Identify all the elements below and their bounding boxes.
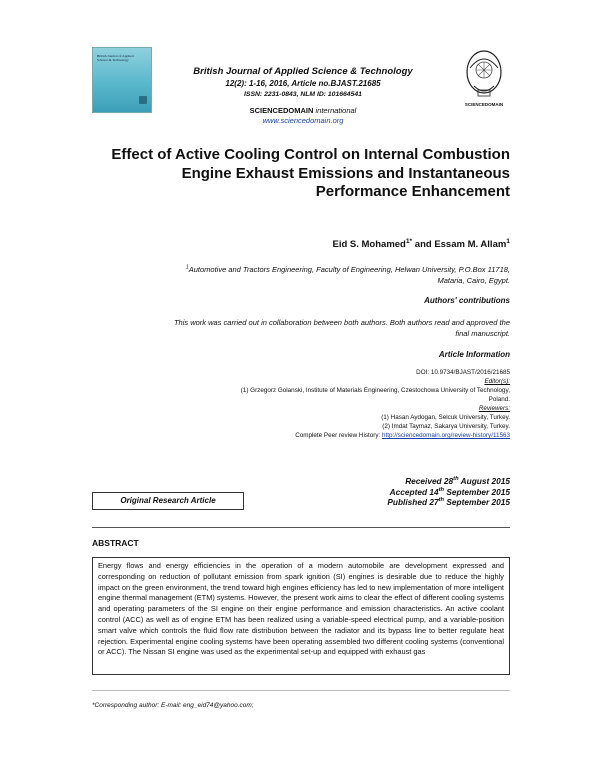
doi: DOI: 10.9734/BJAST/2016/21685 bbox=[416, 369, 510, 376]
abstract-box bbox=[92, 557, 510, 675]
publisher-logo bbox=[456, 46, 512, 110]
cover-title: British Journal of Applied Science & Technology bbox=[97, 54, 134, 62]
journal-name: British Journal of Applied Science & Technology bbox=[193, 66, 413, 77]
publisher-logo-icon bbox=[456, 46, 512, 110]
reviewer-1: (1) Hasan Aydogan, Selcuk University, Turkey. bbox=[381, 414, 510, 421]
journal-cover-image bbox=[92, 47, 152, 113]
contributions-line-1: This work was carried out in collaboration between both authors. Both authors read and approved the bbox=[173, 318, 510, 327]
reviewer-2: (2) Imdat Taymaz, Sakarya University, Turkey. bbox=[382, 423, 510, 430]
editors-label: Editor(s): bbox=[484, 378, 510, 385]
author-2: Essam M. Allam bbox=[434, 239, 507, 250]
article-type-badge: Original Research Article bbox=[92, 492, 244, 510]
review-history-label: Complete Peer review History: bbox=[295, 432, 382, 439]
affiliation-line-2: Mataria, Cairo, Egypt. bbox=[437, 276, 510, 285]
corresponding-author-footnote: *Corresponding author: E-mail: eng_eid74@yahoo.com; bbox=[92, 702, 254, 709]
published-date: Published 27th September 2015 bbox=[387, 497, 510, 507]
author-1: Eid S. Mohamed bbox=[332, 239, 406, 250]
article-info-block bbox=[150, 368, 510, 440]
footnote-rule bbox=[92, 690, 510, 691]
author-1-sup: 1* bbox=[405, 237, 413, 245]
publisher-line bbox=[168, 106, 438, 115]
cover-emblem bbox=[139, 96, 147, 104]
accepted-date: Accepted 14th September 2015 bbox=[389, 486, 510, 497]
journal-issn: ISSN: 2231-0843, NLM ID: 101664541 bbox=[244, 91, 362, 98]
author-and: and bbox=[412, 239, 435, 250]
publisher-name: SCIENCEDOMAIN bbox=[249, 106, 314, 115]
contributions-text bbox=[92, 317, 510, 339]
contributions-heading: Authors' contributions bbox=[424, 296, 510, 305]
abstract-heading: ABSTRACT bbox=[92, 538, 139, 548]
abstract-text: Energy flows and energy efficiencies in the operation of a modern automobile are development expressed and corresponding on reduction of pollutant emission from spark ignition (SI) engines is desirable due to reduce the highly impact on the green environment, the trend toward high engines efficiency has led to new implementation of more intelligent engine thermal management (ETM) systems. However, the present work aims to clear the effect of different cooling systems and operating parameters of the SI engine on their engine performance and emission characteristics. An active coolant control (ACC) as well as of engine ETM has been realized using a variable-speed electrical pump, and a variable-position smart valve which controls the fluid flow rate distribution between the radiator and its bypass line to better regulate heat rejection. Experimental engine cooling systems have been operating assembled two different cooling systems (conventional or ACC). The Nissan SI engine was used as the experimental set-up and equipped with exhaust gas bbox=[98, 561, 504, 657]
section-divider bbox=[92, 527, 510, 528]
contributions-line-2: final manuscript. bbox=[455, 329, 510, 338]
affiliation bbox=[100, 264, 510, 286]
publisher-website[interactable]: www.sciencedomain.org bbox=[262, 116, 344, 125]
logo-caption: SCIENCEDOMAIN bbox=[464, 102, 504, 107]
editor-1-line-2: Poland. bbox=[488, 396, 510, 403]
affiliation-sup: 1 bbox=[185, 264, 189, 271]
journal-citation: 12(2): 1-16, 2016, Article no.BJAST.21685 bbox=[225, 79, 381, 88]
review-history-link[interactable]: http://sciencedomain.org/review-history/11563 bbox=[382, 432, 510, 439]
affiliation-line-1: Automotive and Tractors Engineering, Faculty of Engineering, Helwan University, P.O.Box 11718, bbox=[188, 265, 510, 274]
author-line bbox=[200, 239, 510, 250]
received-date: Received 28th August 2015 bbox=[405, 476, 510, 486]
dates-block bbox=[300, 476, 510, 508]
editor-1-line-1: (1) Grzegorz Golanski, Institute of Materials Engineering, Czestochowa University of Technology, bbox=[240, 387, 510, 394]
article-title: Effect of Active Cooling Control on Internal Combustion Engine Exhaust Emissions and Instantaneous Performance Enhancement bbox=[111, 146, 510, 200]
reviewers-label: Reviewers: bbox=[478, 405, 510, 412]
publisher-suffix: international bbox=[315, 106, 357, 115]
review-history bbox=[150, 431, 510, 440]
author-2-sup: 1 bbox=[506, 237, 510, 245]
article-info-heading: Article Information bbox=[438, 350, 510, 359]
